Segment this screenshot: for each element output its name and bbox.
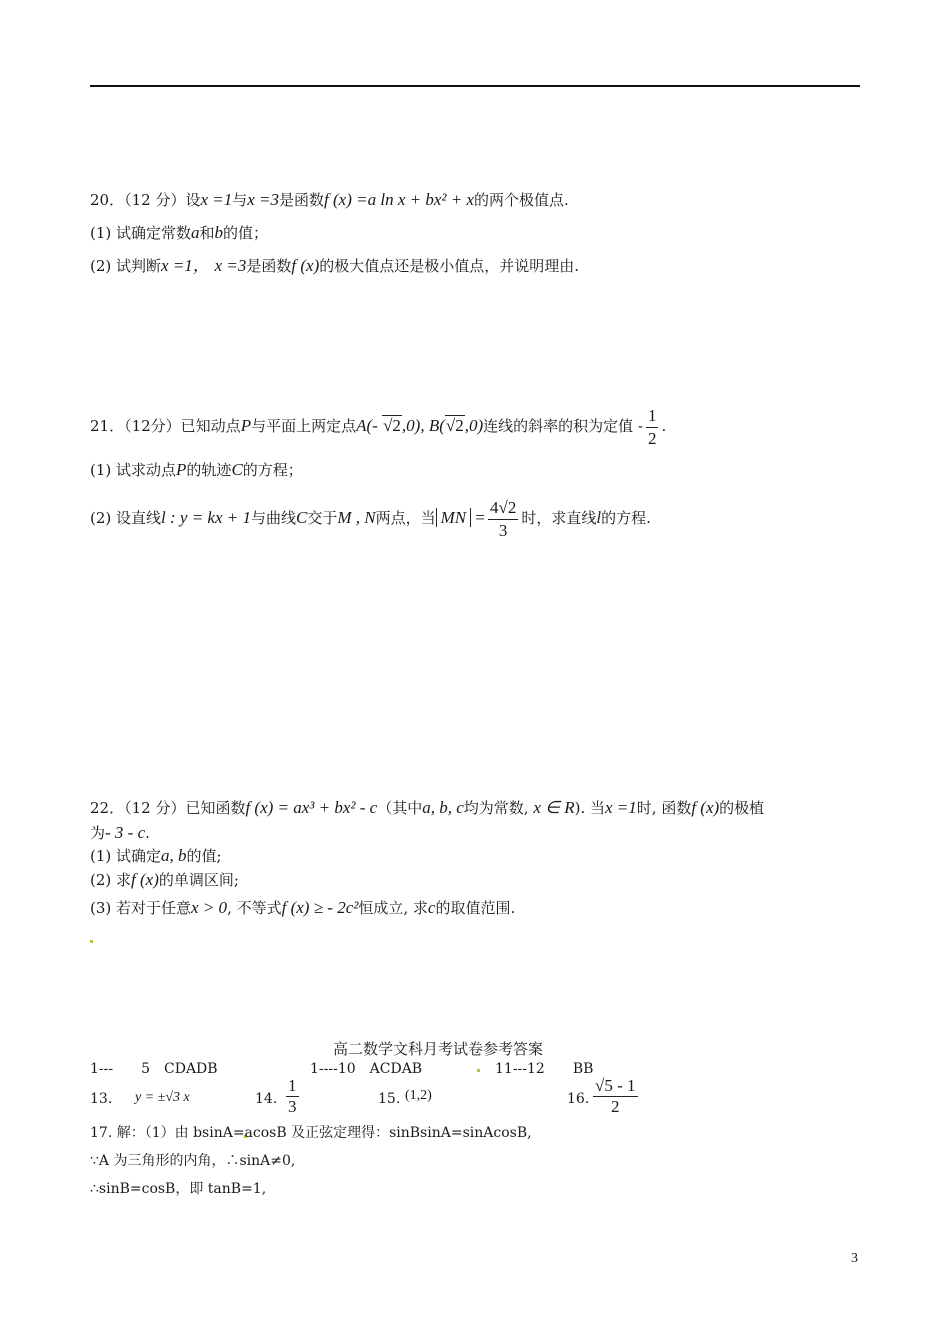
q21-line-3 (90, 494, 651, 542)
text: ). 当 (574, 799, 605, 817)
math: f (x) (131, 870, 159, 889)
abs-value: MN (436, 508, 472, 527)
q22-line-5 (90, 898, 515, 918)
math: a, b, c (422, 798, 464, 817)
answer-14-label: 14. (255, 1091, 278, 1107)
math: C (296, 508, 308, 527)
text: 的取值范围. (435, 899, 516, 917)
text: 的值； (223, 224, 269, 242)
text: 的极大值点还是极小值点，并说明理由. (319, 257, 580, 275)
math: b (214, 223, 224, 242)
text: 的轨迹 (186, 461, 232, 479)
answer-16-label: 16. (567, 1091, 590, 1107)
math: M , N (337, 508, 376, 527)
text: 的极植 (719, 799, 765, 817)
fraction (488, 497, 518, 542)
math: C (231, 460, 243, 479)
text: (2) 试判断 (90, 257, 162, 275)
solution-17-line-3: ∴sinB=cosB，即 tanB=1, (90, 1181, 267, 1197)
text: 的单调区间; (158, 871, 239, 889)
math: l : y = kx + 1 (161, 508, 251, 527)
text: 是函数 (279, 191, 325, 209)
numerator: 1 (288, 1076, 297, 1095)
math: f (x) ≥ - 2c² (281, 898, 359, 917)
text: (1) 试确定 (90, 847, 162, 865)
text: 的方程. (601, 509, 651, 527)
text: 两点，当 (375, 509, 436, 527)
text: . (145, 824, 150, 842)
text: 的值; (186, 847, 222, 865)
math: l (596, 508, 602, 527)
math: x =1 (200, 190, 233, 209)
math: f (x) (691, 798, 720, 817)
sqrt: √2 (445, 416, 464, 435)
q22-line-1 (90, 798, 764, 818)
answer-14-fraction (283, 1076, 302, 1117)
math: x =3 (214, 256, 247, 275)
denominator: 3 (488, 519, 518, 542)
math: P (176, 460, 187, 479)
text: (3) 若对于任意 (90, 899, 192, 917)
text: . (661, 417, 667, 435)
text: 时，求直线 (521, 509, 597, 527)
numerator: √5 - 1 (595, 1076, 636, 1095)
scan-speck (90, 940, 93, 943)
answer-15-label: 15. (378, 1091, 401, 1107)
denominator: 2 (647, 428, 657, 448)
text: 时, 函数 (636, 799, 692, 817)
answer-13-label: 13. (90, 1091, 113, 1107)
answer-key-title: 高二数学文科月考试卷参考答案 (333, 1040, 544, 1058)
math: x ∈ R (533, 798, 575, 817)
fraction (646, 405, 659, 450)
solution-17-line-1: 17. 解：（1）由 bsinA=acosB 及正弦定理得：sinBsinA=sinAcosB, (90, 1125, 532, 1141)
text: (1) 试求动点 (90, 461, 177, 479)
math: a (191, 223, 200, 242)
q22-line-3 (90, 846, 222, 866)
q20-line-1 (90, 190, 569, 210)
text: 21．（12分）已知动点 (90, 417, 241, 435)
text: 与曲线 (251, 509, 297, 527)
text: 均为常数, (463, 799, 529, 817)
text: 的方程； (242, 461, 303, 479)
q22-line-4 (90, 870, 239, 890)
header-rule (90, 85, 860, 87)
text: （其中 (377, 799, 423, 817)
sqrt: √2 (383, 416, 401, 435)
math: = (471, 508, 485, 527)
q21-line-1 (90, 400, 666, 452)
math: ,0), B( (401, 416, 445, 435)
text: 和 (199, 224, 215, 242)
text: (2) 设直线 (90, 509, 162, 527)
math: a, b (161, 846, 187, 865)
text: 与平面上两定点 (251, 417, 357, 435)
math: P (240, 416, 252, 435)
text: 与 (232, 191, 248, 209)
answer-13-value: y = ±√3 x (135, 1090, 190, 1105)
math: - 3 - c (105, 823, 146, 842)
numerator: 4√2 (489, 497, 517, 517)
answer-15-value: (1,2) (405, 1088, 432, 1103)
text: 为 (90, 824, 106, 842)
math: x =3 (247, 190, 280, 209)
fraction (593, 1076, 638, 1117)
scan-speck (477, 1069, 480, 1072)
text: , 不等式 (227, 899, 282, 917)
text: 恒成立, 求 (358, 899, 428, 917)
math: A(- (356, 416, 383, 435)
q21-line-2 (90, 460, 303, 480)
q22-line-2 (90, 823, 150, 843)
math: x =1 (605, 798, 637, 817)
answer-16-fraction (590, 1076, 641, 1117)
math: x > 0 (191, 898, 228, 917)
answers-11-12: 11---12 BB (495, 1061, 594, 1077)
denominator: 2 (593, 1096, 638, 1117)
q20-line-3 (90, 256, 579, 276)
solution-17-line-2: ∵A 为三角形的内角，∴sinA≠0, (90, 1153, 296, 1169)
math: ,0) (464, 416, 484, 435)
page-number: 3 (851, 1251, 858, 1266)
text: (1) 试确定常数 (90, 224, 192, 242)
text: 连线的斜率的积为定值 - (483, 417, 643, 435)
text: 22．（12 分）已知函数 (90, 799, 246, 817)
text: 20．（12 分）设 (90, 191, 201, 209)
text: 是函数 (246, 257, 292, 275)
text: 交于 (307, 509, 338, 527)
math: c (427, 898, 436, 917)
answers-6-10: 1----10 ACDAB (310, 1061, 423, 1077)
text: (2) 求 (90, 871, 132, 889)
answers-1-5: 1--- 5 CDADB (90, 1061, 218, 1077)
text: 的两个极值点. (474, 191, 569, 209)
math: f (x) =a ln x + bx² + x (324, 190, 475, 209)
denominator: 3 (288, 1097, 297, 1116)
numerator: 1 (647, 405, 657, 425)
math: f (x) = ax³ + bx² - c (245, 798, 378, 817)
fraction (286, 1076, 299, 1117)
math: f (x) (291, 256, 320, 275)
q20-line-2 (90, 223, 268, 243)
math: x =1， (161, 256, 210, 275)
